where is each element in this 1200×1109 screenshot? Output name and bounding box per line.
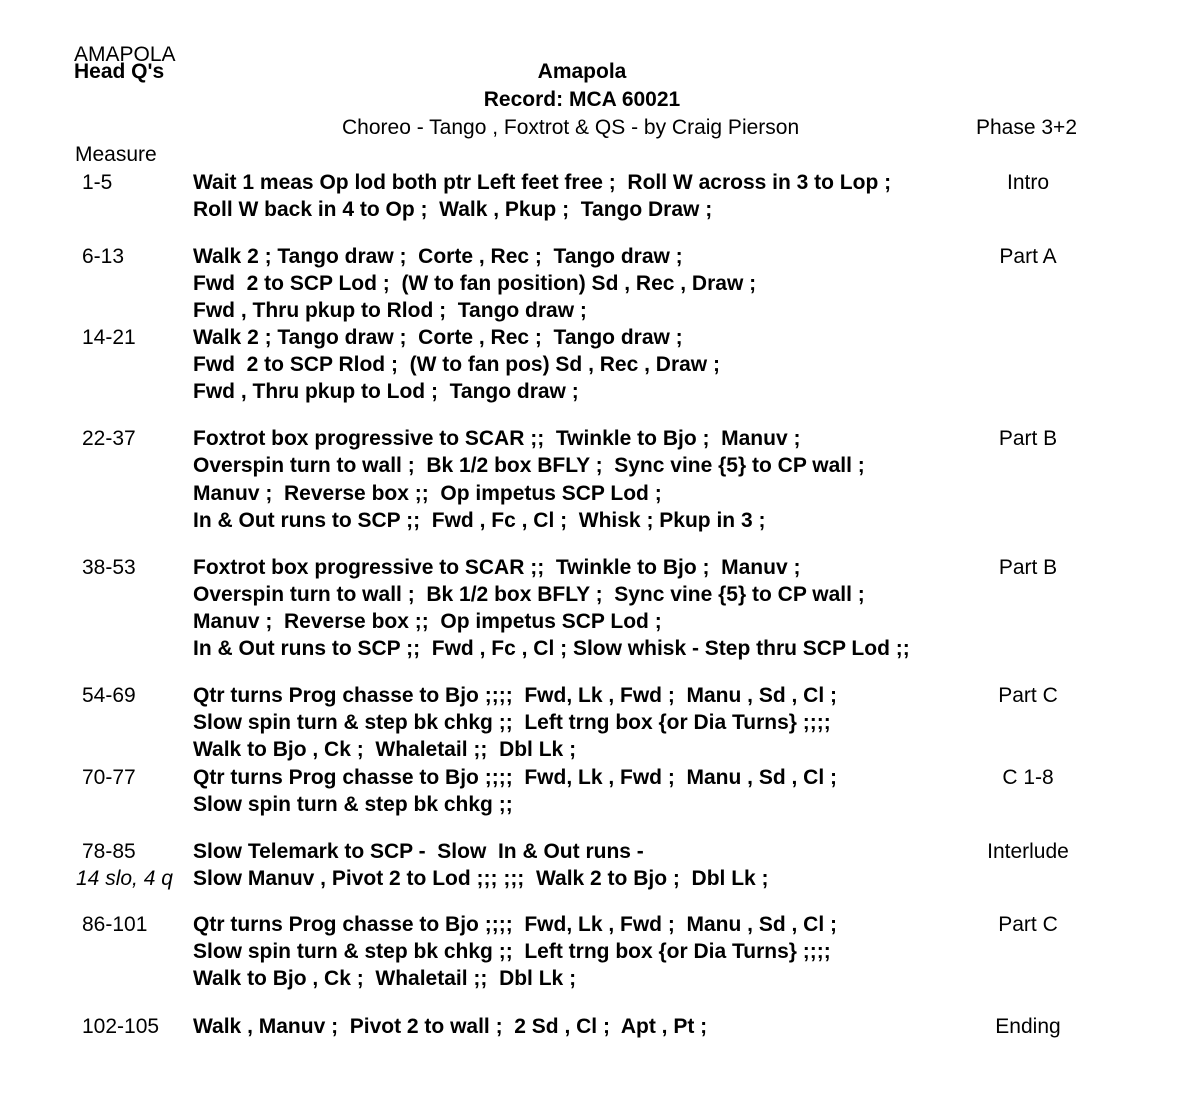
measure-note: 14 slo, 4 q xyxy=(76,867,173,890)
part-label: C 1-8 xyxy=(1002,766,1054,789)
choreo-credit: Choreo - Tango , Foxtrot & QS - by Craig Pierson xyxy=(342,116,800,139)
cue-line: Slow Manuv , Pivot 2 to Lod ;;; ;;; Walk 2 to Bjo ; Dbl Lk ; xyxy=(193,867,769,890)
measure-number: 38-53 xyxy=(82,556,136,579)
cue-line: Slow spin turn & step bk chkg ;; Left trng box {or Dia Turns} ;;;; xyxy=(193,940,831,963)
part-label: Interlude xyxy=(987,840,1069,863)
cue-line: Fwd 2 to SCP Rlod ; (W to fan pos) Sd , Rec , Draw ; xyxy=(193,353,720,376)
cue-line: Overspin turn to wall ; Bk 1/2 box BFLY ; Sync vine {5} to CP wall ; xyxy=(193,454,865,477)
part-label: Ending xyxy=(995,1015,1061,1038)
cue-line: Roll W back in 4 to Op ; Walk , Pkup ; Tango Draw ; xyxy=(193,198,713,221)
cue-line: Fwd , Thru pkup to Rlod ; Tango draw ; xyxy=(193,299,587,322)
cue-line: Foxtrot box progressive to SCAR ;; Twinkle to Bjo ; Manuv ; xyxy=(193,556,801,579)
measure-number: 54-69 xyxy=(82,684,136,707)
cue-line: Walk , Manuv ; Pivot 2 to wall ; 2 Sd , Cl ; Apt , Pt ; xyxy=(193,1015,708,1038)
cue-line: In & Out runs to SCP ;; Fwd , Fc , Cl ; Whisk ; Pkup in 3 ; xyxy=(193,509,766,532)
measure-number: 1-5 xyxy=(82,171,113,194)
measure-number: 6-13 xyxy=(82,245,125,268)
cue-line: Walk to Bjo , Ck ; Whaletail ;; Dbl Lk ; xyxy=(193,738,577,761)
cue-line: Walk 2 ; Tango draw ; Corte , Rec ; Tango draw ; xyxy=(193,245,683,268)
cue-line: Walk 2 ; Tango draw ; Corte , Rec ; Tango draw ; xyxy=(193,326,683,349)
measure-number: 14-21 xyxy=(82,326,136,349)
measure-number: 102-105 xyxy=(82,1015,160,1038)
part-label: Part C xyxy=(998,684,1058,707)
cue-line: Slow spin turn & step bk chkg ;; xyxy=(193,793,513,816)
cue-line: Qtr turns Prog chasse to Bjo ;;;; Fwd, Lk , Fwd ; Manu , Sd , Cl ; xyxy=(193,913,838,936)
cue-line: Fwd 2 to SCP Lod ; (W to fan position) Sd , Rec , Draw ; xyxy=(193,272,757,295)
cue-line: Overspin turn to wall ; Bk 1/2 box BFLY ; Sync vine {5} to CP wall ; xyxy=(193,583,865,606)
page-title: Amapola xyxy=(537,60,627,83)
cue-line: Fwd , Thru pkup to Lod ; Tango draw ; xyxy=(193,380,579,403)
cue-line: Qtr turns Prog chasse to Bjo ;;;; Fwd, Lk , Fwd ; Manu , Sd , Cl ; xyxy=(193,766,838,789)
phase-label: Phase 3+2 xyxy=(976,116,1078,139)
measure-header: Measure xyxy=(75,143,157,166)
cue-line: Foxtrot box progressive to SCAR ;; Twinkle to Bjo ; Manuv ; xyxy=(193,427,801,450)
cue-line: Manuv ; Reverse box ;; Op impetus SCP Lod ; xyxy=(193,610,662,633)
cue-line: Slow Telemark to SCP - Slow In & Out runs - xyxy=(193,840,644,863)
cue-line: Walk to Bjo , Ck ; Whaletail ;; Dbl Lk ; xyxy=(193,967,577,990)
part-label: Part B xyxy=(998,427,1058,450)
cue-line: Wait 1 meas Op lod both ptr Left feet free ; Roll W across in 3 to Lop ; xyxy=(193,171,892,194)
measure-number: 22-37 xyxy=(82,427,136,450)
measure-number: 86-101 xyxy=(82,913,148,936)
record-label: Record: MCA 60021 xyxy=(483,88,681,111)
cue-line: Slow spin turn & step bk chkg ;; Left trng box {or Dia Turns} ;;;; xyxy=(193,711,831,734)
cue-line: In & Out runs to SCP ;; Fwd , Fc , Cl ; Slow whisk - Step thru SCP Lod ;; xyxy=(193,637,910,660)
part-label: Part C xyxy=(998,913,1058,936)
corner-title: AMAPOLA xyxy=(74,43,176,66)
part-label: Intro xyxy=(1006,171,1050,194)
corner-subtitle: Head Q's xyxy=(74,60,165,83)
cue-line: Qtr turns Prog chasse to Bjo ;;;; Fwd, Lk , Fwd ; Manu , Sd , Cl ; xyxy=(193,684,838,707)
part-label: Part B xyxy=(998,556,1058,579)
measure-number: 78-85 xyxy=(82,840,136,863)
cue-line: Manuv ; Reverse box ;; Op impetus SCP Lod ; xyxy=(193,482,662,505)
part-label: Part A xyxy=(999,245,1057,268)
measure-number: 70-77 xyxy=(82,766,136,789)
